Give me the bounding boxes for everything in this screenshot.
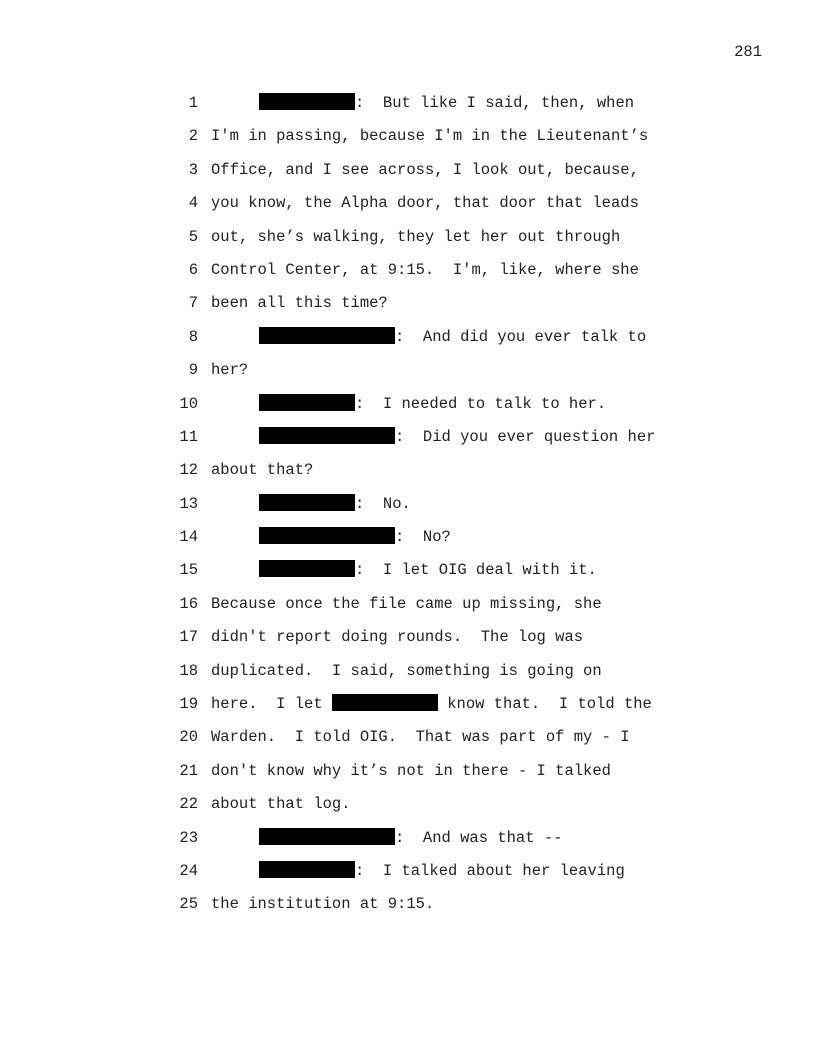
line-text: : And did you ever talk to [259,327,646,347]
transcript-line [0,160,816,193]
transcript-line [0,427,816,460]
line-number: 2 [188,127,198,146]
transcript-line [0,761,816,794]
transcript-line [0,227,816,260]
line-number: 24 [179,861,198,880]
line-text: about that? [211,461,314,480]
line-text: out, she’s walking, they let her out through [211,227,621,246]
transcript-line [0,560,816,593]
line-text: Because once the file came up missing, she [211,594,602,613]
line-text: Office, and I see across, I look out, because, [211,160,639,179]
line-text: Control Center, at 9:15. I'm, like, where she [211,260,639,279]
line-text: you know, the Alpha door, that door that leads [211,194,639,213]
redaction-bar [259,527,395,544]
line-text: the institution at 9:15. [211,895,435,914]
line-text: don't know why it’s not in there - I talked [211,761,611,780]
transcript-line [0,794,816,827]
line-text: : I talked about her leaving [259,861,625,881]
line-number: 25 [179,895,198,914]
line-number: 20 [179,728,198,747]
line-number: 4 [188,194,198,213]
line-text: : I needed to talk to her. [259,394,606,414]
line-number: 13 [179,494,198,513]
transcript-line [0,93,816,126]
line-number: 1 [188,94,198,112]
line-number: 21 [179,761,198,780]
transcript-line [0,193,816,226]
line-text: duplicated. I said, something is going on [211,661,602,680]
transcript-line [0,126,816,159]
line-number: 23 [179,828,198,847]
line-text: : Did you ever question her [259,427,655,447]
line-text: I'm in passing, because I'm in the Lieutenant’s [211,127,649,146]
redaction-bar [259,828,395,845]
transcript-line [0,460,816,493]
redaction-bar [259,327,395,344]
line-number: 18 [179,661,198,680]
redaction-bar [332,694,438,711]
line-number: 16 [179,594,198,613]
line-text: : And was that -- [259,828,562,848]
transcript-line [0,494,816,527]
transcript-line [0,828,816,861]
redaction-bar [259,861,355,878]
page-number: 281 [734,43,762,61]
transcript-line [0,661,816,694]
transcript-line [0,327,816,360]
redaction-bar [259,394,355,411]
line-number: 19 [179,695,198,714]
line-number: 7 [188,294,198,313]
line-number: 17 [179,628,198,647]
line-number: 12 [179,461,198,480]
transcript-line [0,394,816,427]
transcript-line [0,627,816,660]
line-text: her? [211,361,249,380]
line-number: 10 [179,394,198,413]
redaction-bar [259,494,355,511]
transcript-line [0,861,816,894]
line-text: about that log. [211,795,351,814]
line-number: 3 [188,160,198,179]
transcript-line [0,260,816,293]
line-number: 14 [179,528,198,547]
line-text: : But like I said, then, when [259,93,634,113]
line-number: 6 [188,260,198,279]
line-number: 8 [188,327,198,346]
redaction-bar [259,427,395,444]
line-number: 5 [188,227,198,246]
line-number: 15 [179,561,198,580]
transcript-line [0,527,816,560]
line-text: : I let OIG deal with it. [259,560,597,580]
line-number: 9 [188,361,198,380]
transcript-line [0,894,816,927]
line-text: : No. [259,494,411,514]
transcript-line [0,727,816,760]
transcript-line [0,694,816,727]
line-number: 11 [179,427,198,446]
line-text: been all this time? [211,294,388,313]
transcript-line [0,594,816,627]
transcript-body [0,93,816,928]
line-text: didn't report doing rounds. The log was [211,628,584,647]
redaction-bar [259,93,355,110]
redaction-bar [259,560,355,577]
line-text: Warden. I told OIG. That was part of my - I [211,728,630,747]
line-number: 22 [179,795,198,814]
line-text: here. I let know that. I told the [211,695,652,714]
transcript-line [0,360,816,393]
line-text: : No? [259,527,451,547]
transcript-line [0,293,816,326]
